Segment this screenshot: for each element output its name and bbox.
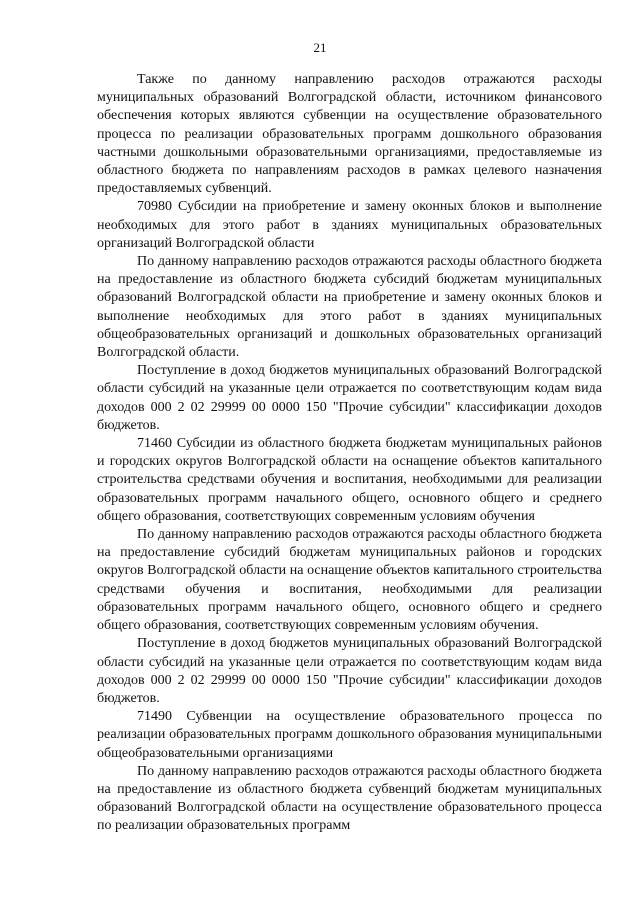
- paragraph: Также по данному направлению расходов отражаются расходы муниципальных образований Волгоградской области, источником финансового обеспечения которых являются субвенции на осуществление образовательного процесса по реализации образовательных программ дошкольного образования частными дошкольными образовательными организациями, предоставляемые из областного бюджета по направлениям расходов в рамках целевого назначения предоставляемых субвенций.: [97, 72, 602, 197]
- page-number: 21: [313, 40, 327, 55]
- section-heading-71490: 71490 Субвенции на осуществление образовательного процесса по реализации образовательных программ дошкольного образования муниципальными общеобразовательными организациями: [97, 709, 602, 761]
- paragraph: Поступление в доход бюджетов муниципальных образований Волгоградской области субсидий на указанные цели отражается по соответствующим кодам вида доходов 000 2 02 29999 00 0000 150 "Прочие субсидии" классификации доходов бюджетов.: [97, 363, 602, 433]
- section-heading-70980: 70980 Субсидии на приобретение и замену оконных блоков и выполнение необходимых для этого работ в зданиях муниципальных образовательных организаций Волгоградской области: [97, 199, 602, 251]
- paragraph: По данному направлению расходов отражаются расходы областного бюджета на предоставление из областного бюджета субвенций бюджетам муниципальных образований Волгоградской области на осуществление образовательного процесса по реализации образовательных программ: [97, 763, 602, 834]
- document-body: [97, 71, 602, 836]
- section-heading-71460: 71460 Субсидии из областного бюджета бюджетам муниципальных районов и городских округов Волгоградской области на оснащение объектов капитального строительства средствами обучения и воспитания, необходимыми для реализации образовательных программ начального общего, основного общего и среднего общего образования, соответствующих современным условиям обучения: [97, 436, 602, 524]
- paragraph: По данному направлению расходов отражаются расходы областного бюджета на предоставление субсидий бюджетам муниципальных районов и городских округов Волгоградской области на оснащение объектов капитального строительства средствами обучения и воспитания, необходимыми для реализации образовательных программ начального общего, основного общего и среднего общего образования, соответствующих современным условиям обучения.: [97, 527, 602, 634]
- paragraph: По данному направлению расходов отражаются расходы областного бюджета на предоставление из областного бюджета субсидий бюджетам муниципальных образований Волгоградской области на приобретение и замену оконных блоков и выполнение необходимых для этого работ в зданиях муниципальных общеобразовательных организаций и дошкольных образовательных организаций Волгоградской области.: [97, 254, 602, 361]
- paragraph: Поступление в доход бюджетов муниципальных образований Волгоградской области субсидий на указанные цели отражается по соответствующим кодам вида доходов 000 2 02 29999 00 0000 150 "Прочие субсидии" классификации доходов бюджетов.: [97, 636, 602, 706]
